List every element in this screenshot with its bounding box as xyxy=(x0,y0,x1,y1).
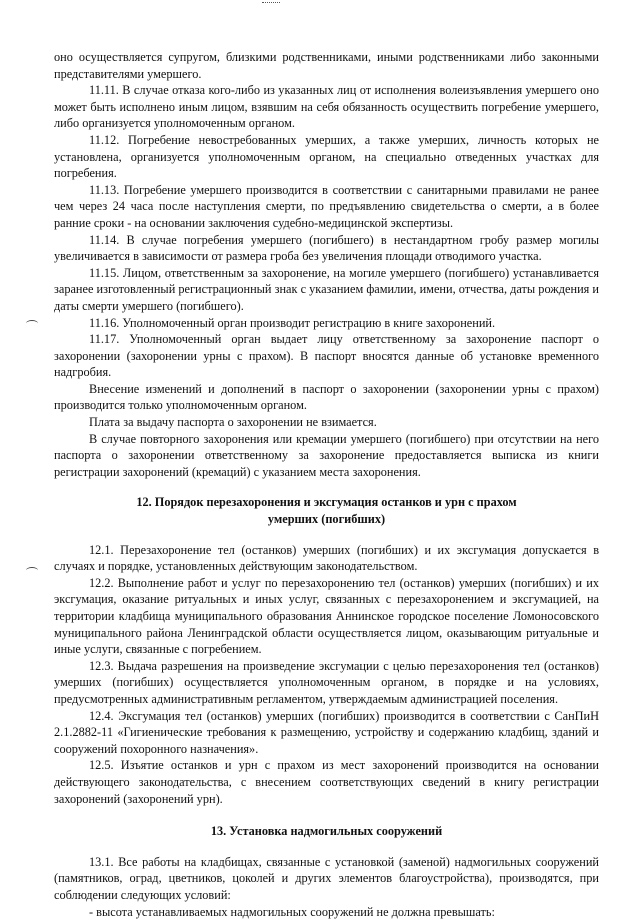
paragraph-11-12: 11.12. Погребение невостребованных умерших, а также умерших, личность которых не установлена, организуется уполномоченным органом, на специально отведенных участках для погребения. xyxy=(54,132,599,182)
paragraph-11-11: 11.11. В случае отказа кого-либо из указанных лиц от исполнения волеизъявления умершего оно может быть исполнено иным лицом, взявшим на себя обязанность осуществить погребение умершего, либо организуется уполномоченным органом. xyxy=(54,82,599,132)
paragraph-11-16: 11.16. Уполномоченный орган производит регистрацию в книге захоронений. xyxy=(54,315,599,332)
paragraph-13-1: 13.1. Все работы на кладбищах, связанные с установкой (заменой) надмогильных сооружений (памятников, оград, цветников, цоколей и других элементов благоустройства), производятся, при соблюдении следующих условий: xyxy=(54,854,599,904)
paragraph: В случае повторного захоронения или кремации умершего (погибшего) при отсутствии на него паспорта о захоронении ответственному за захоронение предоставляется выписка из книги регистрации захоронений (кремаций) с указанием места захоронения. xyxy=(54,431,599,481)
paragraph-11-14: 11.14. В случае погребения умершего (погибшего) в нестандартном гробу размер могилы увеличивается в зависимости от размера гроба без увеличения площади отводимого участка. xyxy=(54,232,599,265)
paragraph-11-13: 11.13. Погребение умершего производится в соответствии с санитарными правилами не ранее чем через 24 часа после наступления смерти, по предъявлению свидетельства о смерти, а в более ранние сроки - на основании заключения судебно-медицинской экспертизы. xyxy=(54,182,599,232)
paragraph: оно осуществляется супругом, близкими родственниками, иными родственниками либо законными представителями умершего. xyxy=(54,49,599,82)
paragraph: - высота устанавливаемых надмогильных сооружений не должна превышать: xyxy=(54,904,599,920)
paragraph-12-1: 12.1. Перезахоронение тел (останков) умерших (погибших) и их эксгумация допускается в случаях и порядке, установленных действующим законодательством. xyxy=(54,542,599,575)
section-heading-13: 13. Установка надмогильных сооружений xyxy=(54,823,599,840)
paragraph-11-17: 11.17. Уполномоченный орган выдает лицу ответственному за захоронение паспорт о захоронении (захоронении урны с прахом). В паспорт вносятся данные об установке временного надгробия. xyxy=(54,331,599,381)
paragraph-12-5: 12.5. Изъятие останков и урн с прахом из мест захоронений производится на основании действующего законодательства, с внесением соответствующих сведений в книгу регистрации захоронений (захоронений урн). xyxy=(54,757,599,807)
margin-mark xyxy=(26,320,38,327)
section-heading-12: 12. Порядок перезахоронения и эксгумация останков и урн с прахом умерших (погибших) xyxy=(54,494,599,527)
paragraph-12-2: 12.2. Выполнение работ и услуг по перезахоронению тел (останков) умерших (погибших) и их эксгумация, оказание ритуальных и иных услуг, связанных с перезахоронением и эксгумацией, на территории кладбища муниципального образования Аннинское городское поселение Ломоносовского муниципального района Ленинградской области осуществляется лицом, оказывающим ритуальные и иные услуги, связанные с погребением. xyxy=(54,575,599,658)
paragraph-12-4: 12.4. Эксгумация тел (останков) умерших (погибших) производится в соответствии с СанПиН 2.1.2882-11 «Гигиенические требования к размещению, устройству и содержанию кладбищ, зданий и сооружений похоронного назначения». xyxy=(54,708,599,758)
margin-mark xyxy=(26,567,38,574)
paragraph-12-3: 12.3. Выдача разрешения на произведение эксгумации с целью перезахоронения тел (останков) умерших (погибших) осуществляется уполномоченным органом, в порядке и на условиях, предусмотренных административным регламентом, утверждаемым администрацией поселения. xyxy=(54,658,599,708)
scan-top-mark xyxy=(262,2,280,5)
paragraph-11-15: 11.15. Лицом, ответственным за захоронение, на могиле умершего (погибшего) устанавливается заранее изготовленный регистрационный знак с указанием фамилии, имени, отчества, даты рождения и даты смерти умершего (погибшего). xyxy=(54,265,599,315)
paragraph: Плата за выдачу паспорта о захоронении не взимается. xyxy=(54,414,599,431)
paragraph: Внесение изменений и дополнений в паспорт о захоронении (захоронении урны с прахом) производится только уполномоченным органом. xyxy=(54,381,599,414)
document-body xyxy=(54,49,599,920)
